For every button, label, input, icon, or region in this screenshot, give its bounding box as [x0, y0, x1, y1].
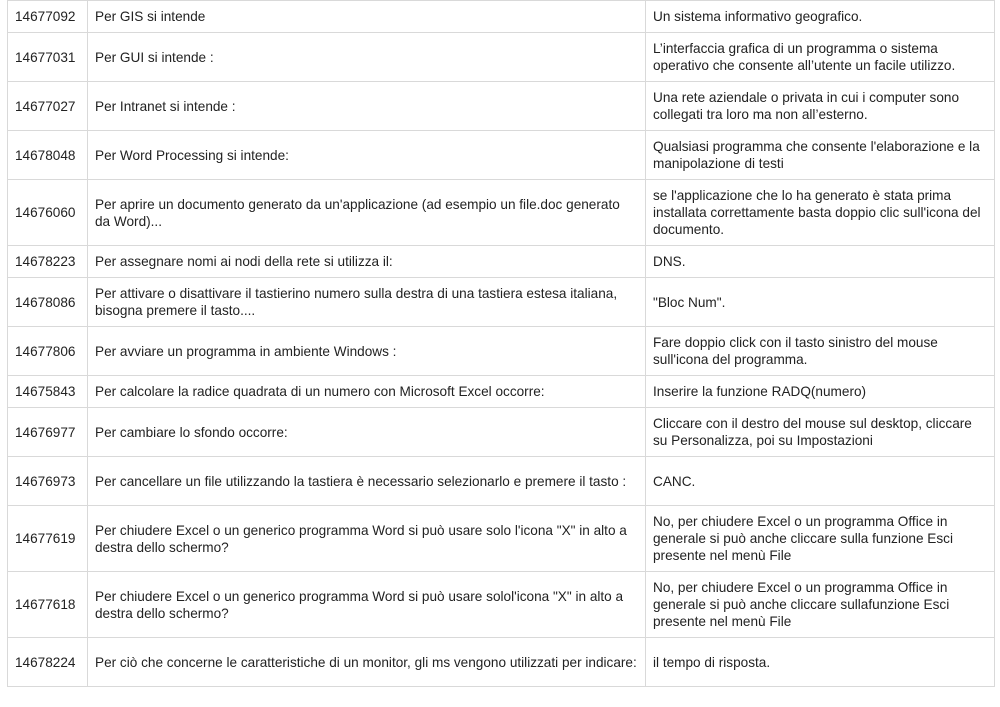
question-id: 14676977	[8, 408, 88, 457]
answer-text: se l'applicazione che lo ha generato è stata prima installata correttamente basta doppio clic sull'icona del documento.	[646, 180, 995, 246]
table-row	[8, 33, 995, 82]
question-text: Per calcolare la radice quadrata di un numero con Microsoft Excel occorre:	[88, 376, 646, 408]
question-id: 14677031	[8, 33, 88, 82]
question-id: 14677618	[8, 572, 88, 638]
question-id: 14675843	[8, 376, 88, 408]
answer-text: Fare doppio click con il tasto sinistro del mouse sull'icona del programma.	[646, 327, 995, 376]
question-text: Per GUI si intende :	[88, 33, 646, 82]
answer-text: Inserire la funzione RADQ(numero)	[646, 376, 995, 408]
table-row	[8, 408, 995, 457]
answer-text: "Bloc Num".	[646, 278, 995, 327]
answer-text: Qualsiasi programma che consente l'elaborazione e la manipolazione di testi	[646, 131, 995, 180]
question-id: 14678048	[8, 131, 88, 180]
question-id: 14678224	[8, 638, 88, 687]
questions-table	[7, 0, 995, 687]
question-text: Per attivare o disattivare il tastierino numero sulla destra di una tastiera estesa italiana, bisogna premere il tasto....	[88, 278, 646, 327]
question-id: 14677806	[8, 327, 88, 376]
question-id: 14677619	[8, 506, 88, 572]
question-text: Per Intranet si intende :	[88, 82, 646, 131]
answer-text: Una rete aziendale o privata in cui i computer sono collegati tra loro ma non all’esterno.	[646, 82, 995, 131]
answer-text: Cliccare con il destro del mouse sul desktop, cliccare su Personalizza, poi su Impostazioni	[646, 408, 995, 457]
answer-text: CANC.	[646, 457, 995, 506]
question-text: Per avviare un programma in ambiente Windows :	[88, 327, 646, 376]
question-id: 14676060	[8, 180, 88, 246]
question-id: 14678086	[8, 278, 88, 327]
question-text: Per Word Processing si intende:	[88, 131, 646, 180]
table-row	[8, 457, 995, 506]
table-row	[8, 1, 995, 33]
table-row	[8, 572, 995, 638]
question-text: Per chiudere Excel o un generico programma Word si può usare solol'icona "X" in alto a destra dello schermo?	[88, 572, 646, 638]
question-text: Per ciò che concerne le caratteristiche di un monitor, gli ms vengono utilizzati per indicare:	[88, 638, 646, 687]
question-text: Per cancellare un file utilizzando la tastiera è necessario selezionarlo e premere il tasto :	[88, 457, 646, 506]
table-row	[8, 376, 995, 408]
question-text: Per assegnare nomi ai nodi della rete si utilizza il:	[88, 246, 646, 278]
question-text: Per chiudere Excel o un generico programma Word si può usare solo l'icona "X" in alto a destra dello schermo?	[88, 506, 646, 572]
answer-text: Un sistema informativo geografico.	[646, 1, 995, 33]
question-id: 14677092	[8, 1, 88, 33]
table-row	[8, 131, 995, 180]
answer-text: L’interfaccia grafica di un programma o sistema operativo che consente all’utente un facile utilizzo.	[646, 33, 995, 82]
table-row	[8, 246, 995, 278]
answer-text: il tempo di risposta.	[646, 638, 995, 687]
table-row	[8, 82, 995, 131]
table-row	[8, 278, 995, 327]
answer-text: No, per chiudere Excel o un programma Office in generale si può anche cliccare sullafunzione Esci presente nel menù File	[646, 572, 995, 638]
question-text: Per aprire un documento generato da un'applicazione (ad esempio un file.doc generato da Word)...	[88, 180, 646, 246]
question-id: 14677027	[8, 82, 88, 131]
answer-text: No, per chiudere Excel o un programma Office in generale si può anche cliccare sulla funzione Esci presente nel menù File	[646, 506, 995, 572]
table-row	[8, 506, 995, 572]
question-id: 14676973	[8, 457, 88, 506]
table-row	[8, 180, 995, 246]
table-row	[8, 638, 995, 687]
question-id: 14678223	[8, 246, 88, 278]
table-row	[8, 327, 995, 376]
question-text: Per GIS si intende	[88, 1, 646, 33]
question-text: Per cambiare lo sfondo occorre:	[88, 408, 646, 457]
answer-text: DNS.	[646, 246, 995, 278]
